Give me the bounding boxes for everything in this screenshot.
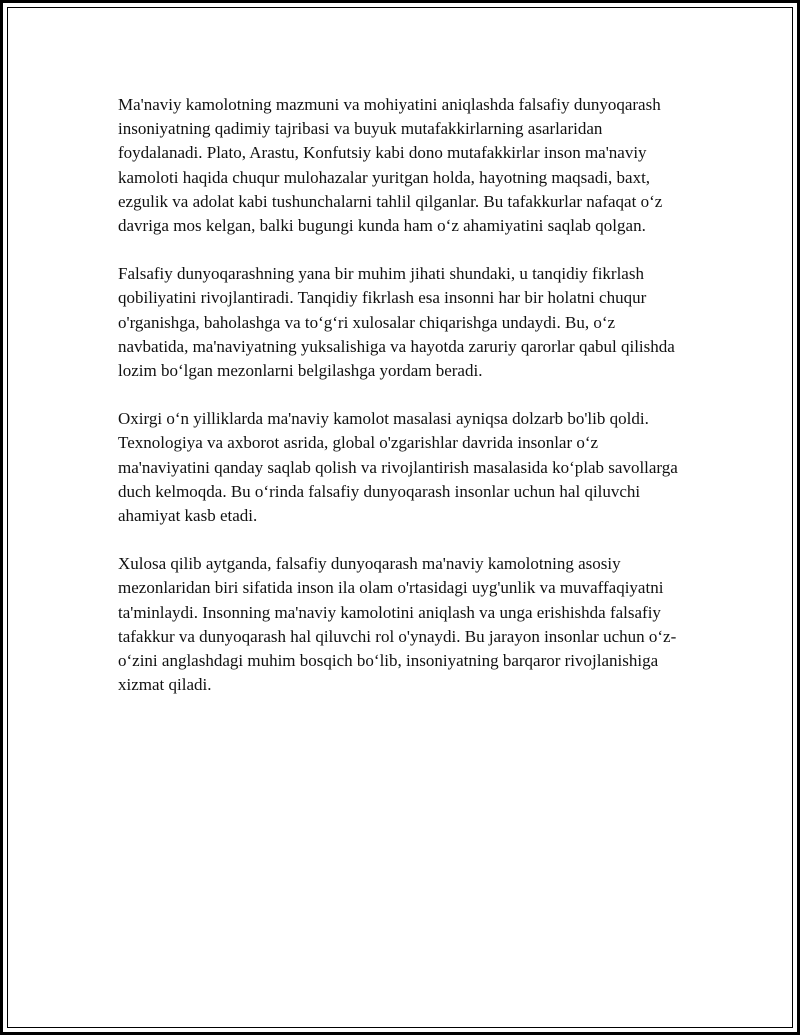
paragraph-1: Ma'naviy kamolotning mazmuni va mohiyatini aniqlashda falsafiy dunyoqarash insoniyatning qadimiy tajribasi va buyuk mutafakkirlarning asarlaridan foydalanadi. Plato, Arastu, Konfutsiy kabi dono mutafakkirlar inson ma'naviy kamoloti haqida chuqur mulohazalar yuritgan holda, hayotning maqsadi, baxt, ezgulik va adolat kabi tushunchalarni tahlil qilganlar. Bu tafakkurlar nafaqat o‘z davriga mos kelgan, balki bugungi kunda ham o‘z ahamiyatini saqlab qolgan. xyxy=(118,95,663,236)
paragraph-4: Xulosa qilib aytganda, falsafiy dunyoqarash ma'naviy kamolotning asosiy mezonlaridan biri sifatida inson ila olam o'rtasidagi uyg'unlik va muvaffaqiyatni ta'minlaydi. Insonning ma'naviy kamolotini aniqlash va unga erishishda falsafiy tafakkur va dunyoqarash hal qiluvchi rol o'ynaydi. Bu jarayon insonlar uchun o‘z-o‘zini anglashdagi muhim bosqich bo‘lib, insoniyatning barqaror rivojlanishiga xizmat qiladi. xyxy=(118,554,677,695)
document-body xyxy=(118,93,688,721)
paragraph-2: Falsafiy dunyoqarashning yana bir muhim jihati shundaki, u tanqidiy fikrlash qobiliyatini rivojlantiradi. Tanqidiy fikrlash esa insonni har bir holatni chuqur o'rganishga, baholashga va to‘g‘ri xulosalar chiqarishga undaydi. Bu, o‘z navbatida, ma'naviyatning yuksalishiga va hayotda zaruriy qarorlar qabul qilishda lozim bo‘lgan mezonlarni belgilashga yordam beradi. xyxy=(118,264,675,381)
paragraph-3: Oxirgi o‘n yilliklarda ma'naviy kamolot masalasi ayniqsa dolzarb bo'lib qoldi. Texnologiya va axborot asrida, global o'zgarishlar davrida insonlar o‘z ma'naviyatini qanday saqlab qolish va rivojlantirish masalasida ko‘plab savollarga duch kelmoqda. Bu o‘rinda falsafiy dunyoqarash insonlar uchun hal qiluvchi ahamiyat kasb etadi. xyxy=(118,409,678,526)
